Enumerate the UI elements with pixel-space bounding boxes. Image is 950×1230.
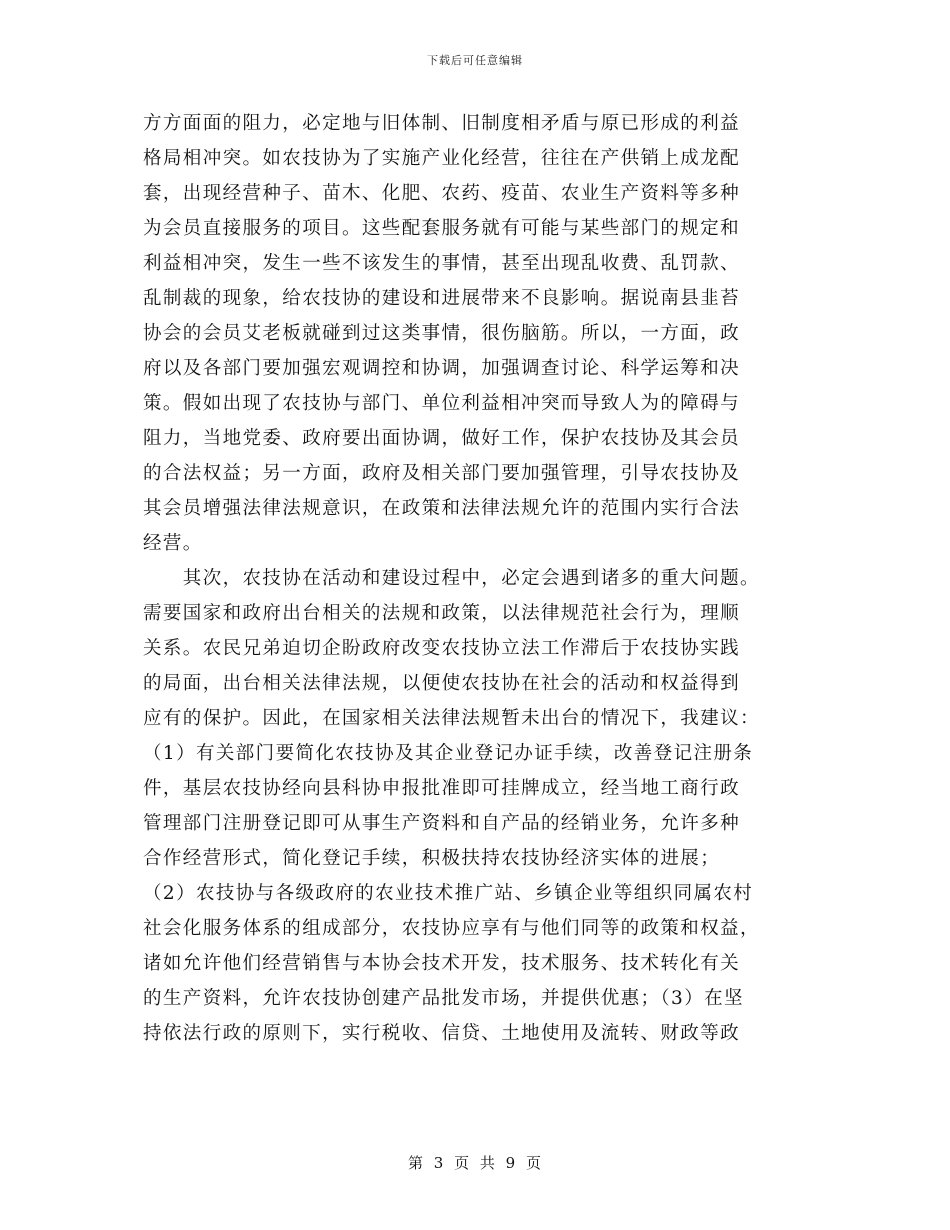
text-line: 的合法权益；另一方面，政府及相关部门要加强管理，引导农技协及 xyxy=(143,463,741,484)
text-line: 利益相冲突，发生一些不该发生的事情，甚至出现乱收费、乱罚款、 xyxy=(143,253,741,274)
page-footer: 第 3 页 共 9 页 xyxy=(408,1154,542,1172)
text-line: 的局面，出台相关法律法规，以便使农技协在社会的活动和权益得到 xyxy=(143,673,741,694)
text-line: 件，基层农技协经向县科协申报批准即可挂牌成立，经当地工商行政 xyxy=(143,778,741,799)
text-line: （1）有关部门要简化农技协及其企业登记办证手续，改善登记注册条 xyxy=(143,743,754,764)
text-line: 阻力，当地党委、政府要出面协调，做好工作，保护农技协及其会员 xyxy=(143,428,741,449)
document-body xyxy=(143,106,803,1051)
text-line: 合作经营形式，简化登记手续，积极扶持农技协经济实体的进展； xyxy=(143,848,721,869)
text-line: 其会员增强法律法规意识，在政策和法律法规允许的范围内实行合法 xyxy=(143,498,741,519)
text-line: 为会员直接服务的项目。这些配套服务就有可能与某些部门的规定和 xyxy=(143,218,741,239)
text-line: 的生产资料，允许农技协创建产品批发市场，并提供优惠；（3）在坚 xyxy=(143,988,744,1009)
text-line: 方方面面的阻力，必定地与旧体制、旧制度相矛盾与原已形成的利益 xyxy=(143,113,741,134)
text-line: 其次，农技协在活动和建设过程中，必定会遇到诸多的重大问题。 xyxy=(143,568,760,589)
text-line: 社会化服务体系的组成部分，农技协应享有与他们同等的政策和权益， xyxy=(143,918,760,939)
text-line: 诸如允许他们经营销售与本协会技术开发，技术服务、技术转化有关 xyxy=(143,953,741,974)
text-line: （2）农技协与各级政府的农业技术推广站、乡镇企业等组织同属农村 xyxy=(143,883,754,904)
text-line: 关系。农民兄弟迫切企盼政府改变农技协立法工作滞后于农技协实践 xyxy=(143,638,741,659)
text-line: 策。假如出现了农技协与部门、单位利益相冲突而导致人为的障碍与 xyxy=(143,393,741,414)
page-header: 下载后可任意编辑 xyxy=(427,54,523,67)
text-line: 格局相冲突。如农技协为了实施产业化经营，往往在产供销上成龙配 xyxy=(143,148,741,169)
text-line: 需要国家和政府出台相关的法规和政策，以法律规范社会行为，理顺 xyxy=(143,603,741,624)
text-line: 协会的会员艾老板就碰到过这类事情，很伤脑筋。所以，一方面，政 xyxy=(143,323,741,344)
text-line: 乱制裁的现象，给农技协的建设和进展带来不良影响。据说南县韭苔 xyxy=(143,288,741,309)
text-line: 管理部门注册登记即可从事生产资料和自产品的经销业务，允许多种 xyxy=(143,813,741,834)
text-line: 应有的保护。因此，在国家相关法律法规暂未出台的情况下，我建议： xyxy=(143,708,760,729)
text-line: 套，出现经营种子、苗木、化肥、农药、疫苗、农业生产资料等多种 xyxy=(143,183,741,204)
text-line: 持依法行政的原则下，实行税收、信贷、土地使用及流转、财政等政 xyxy=(143,1023,741,1044)
text-line: 经营。 xyxy=(143,533,203,554)
text-line: 府以及各部门要加强宏观调控和协调，加强调查讨论、科学运筹和决 xyxy=(143,358,741,379)
